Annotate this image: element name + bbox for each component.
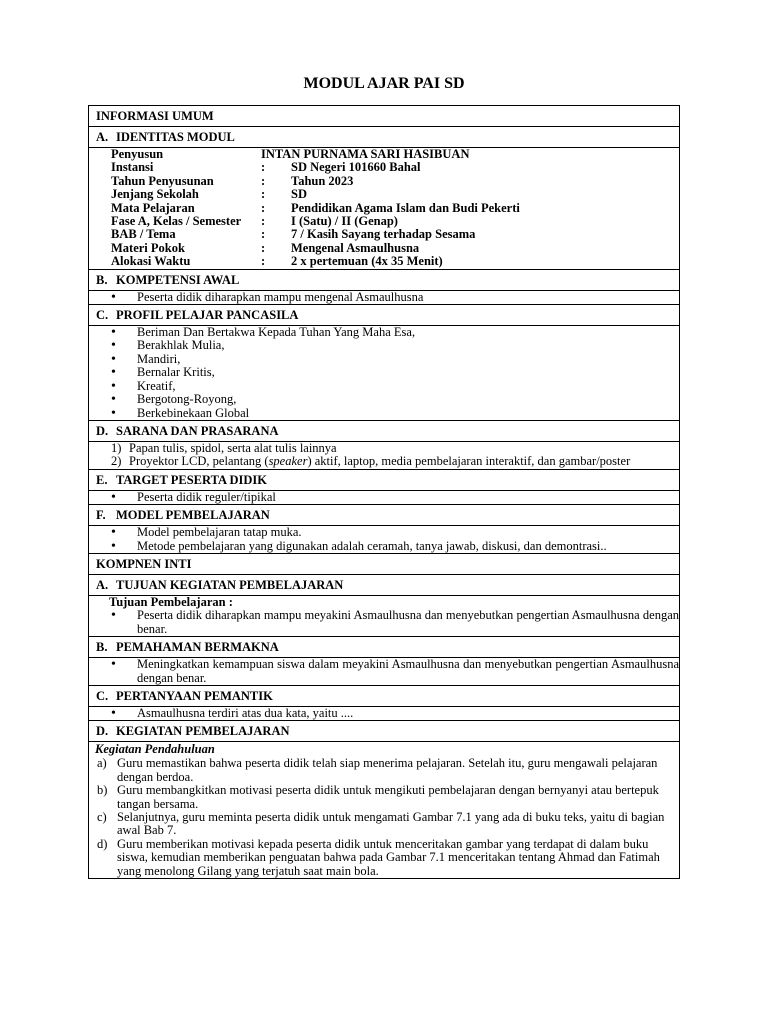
heading-text: IDENTITAS MODUL [116, 130, 235, 144]
identity-value: INTAN PURNAMA SARI HASIBUAN [261, 147, 470, 161]
heading-identitas [89, 127, 680, 148]
identity-label: BAB / Tema [111, 227, 176, 242]
heading-sarana [89, 420, 680, 441]
module-table [88, 105, 680, 879]
identity-colon: : [261, 240, 266, 255]
kompetensi-awal-body [89, 290, 680, 304]
identitas-body [89, 148, 680, 270]
item-emphasis: speaker [268, 454, 308, 469]
identity-label: Instansi [111, 160, 154, 175]
list-item: • Kreatif, [109, 380, 679, 393]
heading-letter: F. [96, 508, 106, 523]
tujuan-body [89, 595, 680, 636]
heading-kompetensi-awal [89, 269, 680, 290]
list-item [95, 838, 679, 878]
section-komponen-inti: KOMPNEN INTI [89, 553, 680, 574]
pemahaman-body [89, 658, 680, 686]
heading-text: PEMAHAMAN BERMAKNA [116, 640, 279, 655]
list-item: • Berakhlak Mulia, [109, 339, 679, 352]
item-number: 1) [111, 440, 122, 455]
heading-tujuan [89, 574, 680, 595]
heading-letter: D. [96, 724, 109, 739]
identity-label: Alokasi Waktu [111, 254, 191, 269]
list-item: • Peserta didik diharapkan mampu mengenal Asmaulhusna [109, 291, 679, 304]
kegiatan-body [89, 742, 680, 879]
list-item [95, 784, 679, 811]
kegiatan-subheading: Kegiatan Pendahuluan [95, 742, 215, 757]
heading-pemahaman [89, 637, 680, 658]
heading-text: KOMPETENSI AWAL [116, 272, 240, 287]
heading-letter: A. [96, 577, 109, 592]
identity-colon: : [261, 173, 266, 188]
list-item: • Meningkatkan kemampuan siswa dalam meyakini Asmaulhusna dan menyebutkan pengertian Asmaulhusna dengan benar. [109, 658, 679, 685]
heading-target [89, 469, 680, 490]
list-item [95, 757, 679, 784]
heading-letter: D. [96, 423, 109, 438]
item-letter: a) [97, 756, 107, 771]
item-number: 2) [111, 454, 122, 469]
heading-text: KEGIATAN PEMBELAJARAN [116, 724, 290, 739]
identity-value: 7 / Kasih Sayang terhadap Sesama [291, 227, 476, 242]
identity-colon: : [261, 200, 266, 215]
heading-letter: A. [96, 130, 109, 144]
item-letter: c) [97, 810, 107, 824]
heading-pertanyaan [89, 685, 680, 706]
list-item: • Model pembelajaran tatap muka. [109, 526, 679, 539]
identity-value: I (Satu) / II (Genap) [291, 214, 398, 229]
list-item: • Berkebinekaan Global [109, 407, 679, 420]
item-text: Proyektor LCD, pelantang ( [129, 454, 269, 469]
tujuan-subheading: Tujuan Pembelajaran : [109, 594, 233, 609]
sarana-body [89, 441, 680, 469]
list-item: • Asmaulhusna terdiri atas dua kata, yaitu .... [109, 707, 679, 720]
item-text: Papan tulis, spidol, serta alat tulis lainnya [129, 440, 337, 455]
heading-text: TARGET PESERTA DIDIK [116, 472, 267, 487]
identity-value: Mengenal Asmaulhusna [291, 240, 420, 255]
heading-letter: B. [96, 272, 108, 287]
identity-label: Penyusun [111, 147, 164, 161]
heading-text: TUJUAN KEGIATAN PEMBELAJARAN [116, 577, 344, 592]
item-letter: b) [97, 783, 108, 798]
identitas-grid [89, 148, 679, 269]
heading-letter: B. [96, 640, 108, 655]
identity-label: Tahun Penyusunan [111, 173, 214, 188]
list-item: • Peserta didik reguler/tipikal [109, 491, 679, 504]
list-item: • Bernalar Kritis, [109, 366, 679, 379]
model-body [89, 526, 680, 554]
list-item: • Metode pembelajaran yang digunakan adalah ceramah, tanya jawab, diskusi, dan demontrasi.. [109, 540, 679, 553]
list-item: • Mandiri, [109, 353, 679, 366]
identity-colon: : [261, 160, 266, 175]
identity-label: Fase A, Kelas / Semester [111, 214, 242, 229]
identity-value: Tahun 2023 [291, 173, 354, 188]
identity-label: Mata Pelajaran [111, 200, 195, 215]
identity-label: Materi Pokok [111, 240, 185, 255]
identity-colon: : [261, 227, 266, 242]
list-item [111, 455, 679, 468]
item-text: Selanjutnya, guru meminta peserta didik untuk mengamati Gambar 7.1 yang ada di buku teks, yaitu di bagian awal Bab 7. [117, 810, 665, 838]
heading-text: PERTANYAAN PEMANTIK [116, 688, 273, 703]
identity-colon: : [261, 214, 266, 229]
heading-letter: C. [96, 688, 109, 703]
identity-colon: : [261, 254, 266, 269]
heading-text: PROFIL PELAJAR PANCASILA [116, 308, 299, 323]
item-letter: d) [97, 836, 108, 851]
item-text: Guru membangkitkan motivasi peserta didik untuk mengikuti pembelajaran dengan bernyanyi atau bertepuk tangan bersama. [117, 783, 659, 811]
identity-value: SD Negeri 101660 Bahal [291, 160, 421, 175]
heading-letter: E. [96, 472, 108, 487]
heading-model [89, 505, 680, 526]
heading-kegiatan [89, 721, 680, 742]
item-text: Guru memastikan bahwa peserta didik telah siap menerima pelajaran. Setelah itu, guru mengawali pelajaran dengan berdoa. [117, 756, 658, 784]
document-title: MODUL AJAR PAI SD [303, 75, 465, 92]
list-item: • Beriman Dan Bertakwa Kepada Tuhan Yang Maha Esa, [109, 326, 679, 339]
identity-value: Pendidikan Agama Islam dan Budi Pekerti [291, 200, 520, 215]
heading-text: SARANA DAN PRASARANA [116, 423, 279, 438]
heading-profil [89, 305, 680, 326]
pertanyaan-body [89, 706, 680, 720]
section-informasi-umum: INFORMASI UMUM [89, 106, 680, 127]
list-item: • Peserta didik diharapkan mampu meyakini Asmaulhusna dan menyebutkan pengertian Asmaulhusna dengan benar. [109, 609, 679, 636]
target-body [89, 490, 680, 504]
heading-letter: C. [96, 308, 109, 323]
item-text: Guru memberikan motivasi kepada peserta didik untuk menceritakan gambar yang terdapat di dalam buku siswa, kemudian memberikan penguatan bahwa pada Gambar 7.1 menceritakan tentang Ahmad dan Fatimah yang menolong Gilang yang terjatuh saat main bola. [117, 836, 660, 878]
identity-value: SD [291, 187, 307, 202]
heading-text: MODEL PEMBELAJARAN [116, 508, 270, 523]
identity-label: Jenjang Sekolah [111, 187, 199, 202]
profil-body [89, 326, 680, 421]
list-item: • Bergotong-Royong, [109, 393, 679, 406]
list-item [95, 811, 679, 838]
identity-value: 2 x pertemuan (4x 35 Menit) [291, 254, 443, 269]
item-text: ) aktif, laptop, media pembelajaran interaktif, dan gambar/poster [307, 454, 631, 469]
identity-colon: : [261, 187, 266, 202]
list-item [111, 442, 679, 455]
